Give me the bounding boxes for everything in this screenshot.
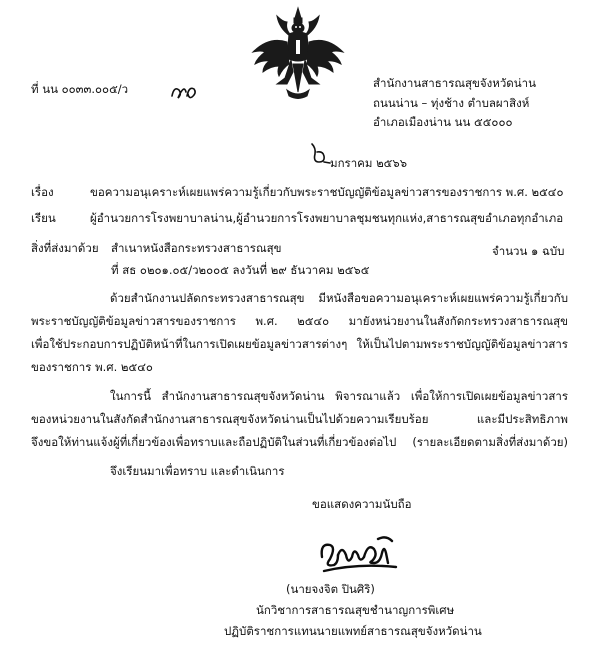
closing-request: จึงเรียนมาเพื่อทราบ และดำเนินการ (110, 464, 285, 478)
paragraph-2-line-2: ของหน่วยงานในสังกัดสำนักงานสาธารณสุขจังหวัดน่านเป็นไปด้วยความเรียบร้อย และมีประสิทธิภาพ (31, 412, 568, 426)
handwritten-day-mark (306, 140, 332, 168)
recipient-label: เรียน (31, 211, 56, 225)
paragraph-1-line-3: เพื่อใช้ประกอบการปฏิบัติหน้าที่ในการเปิดเผยข้อมูลข่าวสารต่างๆ ให้เป็นไปตามพระราชบัญญัติข้อมูลข่าวสาร (31, 337, 568, 351)
handwritten-reference-mark (170, 80, 198, 102)
enclosure-reference: ที่ สธ ๐๒๐๑.๐๕/ว๒๐๐๕ ลงวันที่ ๒๙ ธันวาคม ๒๕๖๕ (111, 263, 370, 277)
sender-address-district: อำเภอเมืองน่าน นน ๕๕๐๐๐ (373, 115, 513, 129)
paragraph-1-line-2: พระราชบัญญัติข้อมูลข่าวสารของราชการ พ.ศ. ๒๕๔๐ มายังหน่วยงานในสังกัดกระทรวงสาธารณสุข (31, 314, 568, 328)
enclosure-label: สิ่งที่ส่งมาด้วย (31, 241, 99, 255)
garuda-emblem-icon (247, 6, 349, 102)
signatory-acting-position: ปฏิบัติราชการแทนนายแพทย์สาธารณสุขจังหวัดน่าน (224, 624, 482, 638)
sender-office: สำนักงานสาธารณสุขจังหวัดน่าน (373, 76, 536, 90)
signatory-position: นักวิชาการสาธารณสุขชำนาญการพิเศษ (256, 603, 455, 617)
paragraph-1-line-4: ของราชการ พ.ศ. ๒๕๔๐ (31, 360, 153, 374)
paragraph-2-line-3: จึงขอให้ท่านแจ้งผู้ที่เกี่ยวข้องเพื่อทราบและถือปฏิบัติในส่วนที่เกี่ยวข้องต่อไป (รายละเอียดตามสิ่งที่ส่งมาด้วย) (31, 435, 568, 449)
signatory-name: (นายจงจิต ปินศิริ) (286, 582, 375, 596)
subject-label: เรื่อง (31, 185, 54, 199)
reference-number: ที่ นน ๐๐๓๓.๐๐๕/ว (31, 82, 129, 96)
enclosure-quantity: จำนวน ๑ ฉบับ (492, 244, 565, 258)
recipient-text: ผู้อำนวยการโรงพยาบาลน่าน,ผู้อำนวยการโรงพยาบาลชุมชนทุกแห่ง,สาธารณสุขอำเภอทุกอำเภอ (90, 211, 564, 225)
subject-text: ขอความอนุเคราะห์เผยแพร่ความรู้เกี่ยวกับพระราชบัญญัติข้อมูลข่าวสารของราชการ พ.ศ. ๒๕๔๐ (90, 185, 564, 199)
sender-address-road: ถนนน่าน – ทุ่งช้าง ตำบลผาสิงห์ (373, 96, 530, 110)
salutation: ขอแสดงความนับถือ (312, 497, 412, 511)
enclosure-title: สำเนาหนังสือกระทรวงสาธารณสุข (111, 241, 282, 255)
paragraph-2-line-1: ในการนี้ สำนักงานสาธารณสุขจังหวัดน่าน พิจารณาแล้ว เพื่อให้การเปิดเผยข้อมูลข่าวสาร (110, 389, 568, 403)
handwritten-signature (318, 533, 400, 575)
letter-date: มกราคม ๒๕๖๖ (330, 156, 407, 170)
paragraph-1-line-1: ด้วยสำนักงานปลัดกระทรวงสาธารณสุข มีหนังสือขอความอนุเคราะห์เผยแพร่ความรู้เกี่ยวกับ (110, 291, 568, 305)
